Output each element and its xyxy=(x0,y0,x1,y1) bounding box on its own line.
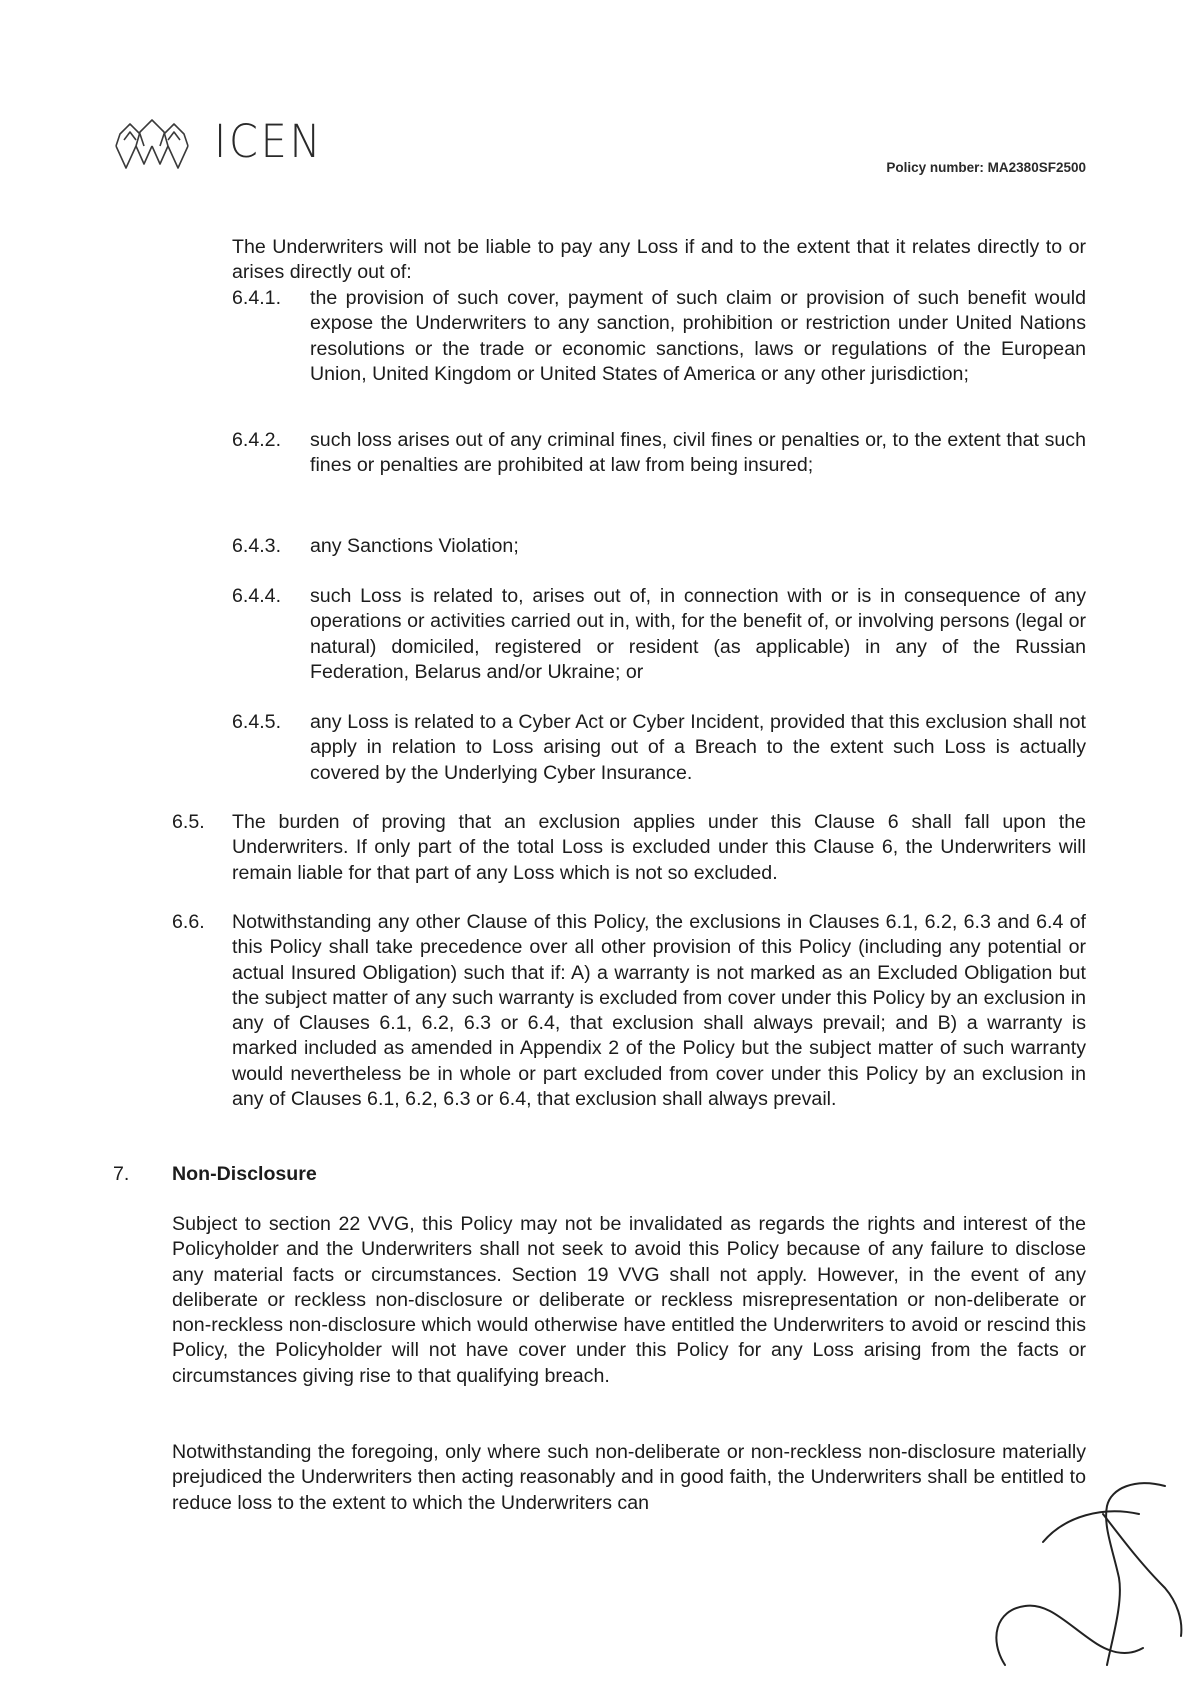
clause-number: 6.4.3. xyxy=(232,535,282,557)
clause-number: 6.5. xyxy=(172,811,205,833)
clause-number: 6.4.4. xyxy=(232,585,282,607)
clause-text: The burden of proving that an exclusion applies under this Clause 6 shall fall upon the Underwriters. If only part of the total Loss is excluded under this Clause 6, the Underwriters will remain liable for that part of any Loss which is not so excluded. xyxy=(232,811,1086,884)
clause-text: such Loss is related to, arises out of, in connection with or is in consequence of any operations or activities carried out in, with, for the benefit of, or involving persons (legal or natural) domiciled, registered or resident (as applicable) in any of the Russian Federation, Belarus and/or Ukraine; or xyxy=(310,585,1086,683)
clause-number: 6.4.5. xyxy=(232,711,282,733)
logo-text: ICEN xyxy=(214,115,324,168)
clause-text: Notwithstanding any other Clause of this Policy, the exclusions in Clauses 6.1, 6.2, 6.3 and 6.4 of this Policy shall take precedence over all other provision of this Policy (including any potential or actual Insured Obligation) such that if: A) a warranty is not marked as an Excluded Obligation but the subject matter of any such warranty is excluded from cover under this Policy by an exclusion in any of Clauses 6.1, 6.2, 6.3 or 6.4, that exclusion shall always prevail; and B) a warranty is marked included as amended in Appendix 2 of the Policy but the subject matter of such warranty would nevertheless be in whole or part excluded from cover under this Policy by an exclusion in any of Clauses 6.1, 6.2, 6.3 or 6.4, that exclusion shall always prevail. xyxy=(232,911,1086,1111)
policy-number: Policy number: MA2380SF2500 xyxy=(886,160,1086,175)
non-disclosure-paragraph-1: Subject to section 22 VVG, this Policy may not be invalidated as regards the rights and interest of the Policyholder and the Underwriters shall not seek to avoid this Policy because of any failure to disclose any material facts or circumstances. Section 19 VVG shall not apply. However, in the event of any deliberate or reckless non-disclosure or deliberate or reckless misrepresentation or non-deliberate or non-reckless non-disclosure which would otherwise have entitled the Underwriters to avoid or rescind this Policy, the Policyholder will not have cover under this Policy for any Loss arising from the facts or circumstances giving rise to that qualifying breach. xyxy=(172,1213,1086,1387)
section-heading: Non-Disclosure xyxy=(172,1163,317,1185)
icen-logo-mark-icon xyxy=(110,108,205,178)
icen-logo xyxy=(110,108,330,178)
clause-number: 6.4.2. xyxy=(232,429,282,451)
clause-number: 6.4.1. xyxy=(232,287,282,309)
non-disclosure-paragraph-2: Notwithstanding the foregoing, only where such non-deliberate or non-reckless non-disclosure materially prejudiced the Underwriters then acting reasonably and in good faith, the Underwriters shall be entitled to reduce loss to the extent to which the Underwriters can xyxy=(172,1441,1086,1514)
clause-number: 6.6. xyxy=(172,911,205,933)
clause-text: any Loss is related to a Cyber Act or Cyber Incident, provided that this exclusion shall not apply in relation to Loss arising out of a Breach to the extent such Loss is actually covered by the Underlying Cyber Insurance. xyxy=(310,711,1086,784)
section-number: 7. xyxy=(113,1163,130,1185)
initials-signature xyxy=(985,1460,1190,1683)
clause-text: such loss arises out of any criminal fines, civil fines or penalties or, to the extent that such fines or penalties are prohibited at law from being insured; xyxy=(310,429,1086,477)
clause-text: the provision of such cover, payment of such claim or provision of such benefit would expose the Underwriters to any sanction, prohibition or restriction under United Nations resolutions or the trade or economic sanctions, laws or regulations of the European Union, United Kingdom or United States of America or any other jurisdiction; xyxy=(310,287,1086,385)
clause-text: any Sanctions Violation; xyxy=(310,535,519,557)
exclusion-intro: The Underwriters will not be liable to pay any Loss if and to the extent that it relates directly to or arises directly out of: xyxy=(232,236,1086,284)
